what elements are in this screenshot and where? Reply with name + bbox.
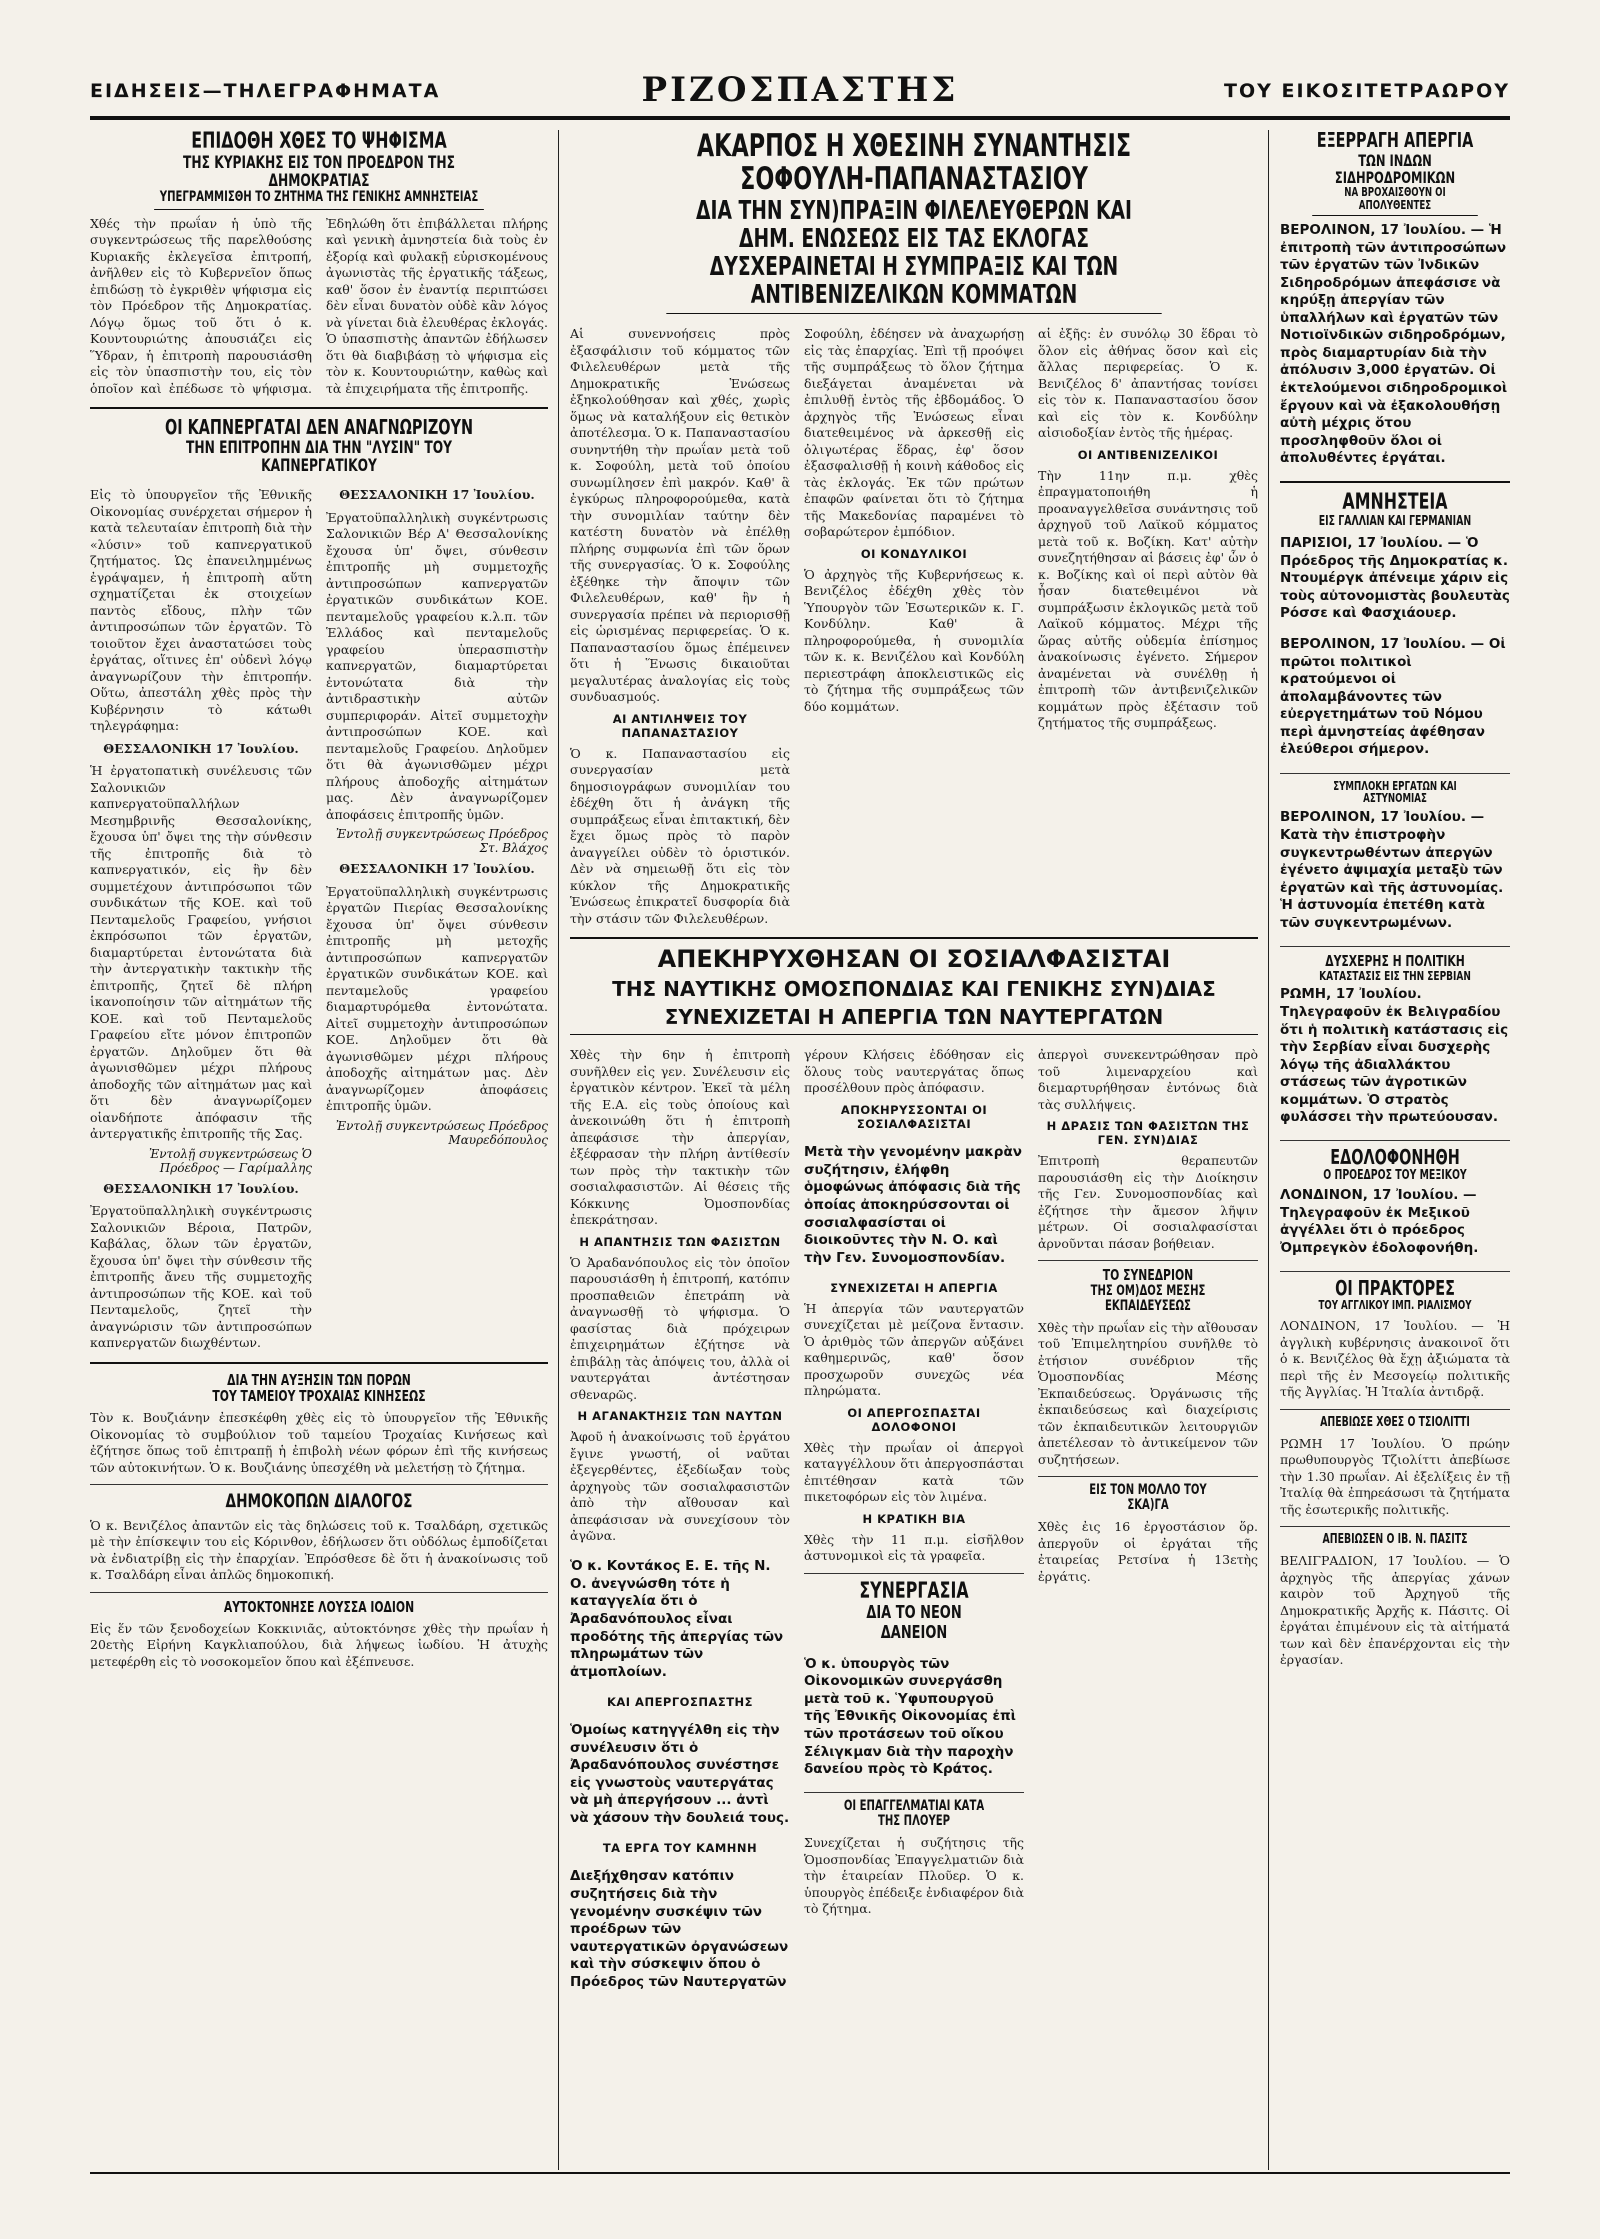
dateline: ΘΕΣΣΑΛΟΝΙΚΗ 17 Ἰουλίου. xyxy=(103,740,299,756)
dateline: ΘΕΣΣΑΛΟΝΙΚΗ 17 Ἰουλίου. xyxy=(103,1180,299,1196)
subheadline: ΤΩΝ ΙΝΔΩΝ ΣΙΔΗΡΟΔΡΟΜΙΚΩΝ xyxy=(1334,150,1456,187)
bold-paragraph: ΛΟΝΔΙΝΟΝ, 17 Ἰουλίου. — Τηλεγραφοῦν ἐκ Μεξικοῦ ἀγγέλλει ὅτι ὁ πρόεδρος Ὀμπρεγκὸν ἐδολοφονήθη. xyxy=(1280,1186,1479,1256)
subheadline: ΚΑΤΑΣΤΑΣΙΣ ΕΙΣ ΤΗΝ ΣΕΡΒΙΑΝ xyxy=(1319,967,1471,983)
divider xyxy=(1280,1409,1510,1410)
divider xyxy=(1280,946,1510,947)
bold-paragraph: ΠΑΡΙΣΙΟΙ, 17 Ἰουλίου. — Ὁ Πρόεδρος τῆς Δημοκρατίας κ. Ντουμέργκ ἀπένειμε χάριν εἰς τοὺς αὐτονομιστὰς βουλευτὰς Ρόσσε καὶ Φασχιάουερ. xyxy=(1280,534,1510,622)
article-body: αἱ ἐξῆς: ἐν συνόλῳ 30 ἕδραι τὸ ὅλον εἰς ἀθήνας ὅσον καὶ εἰς ἄλλας περιφερείας. Ὁ κ. Βενιζέλος δ' ἀπαντήσας τονίσει εἰς τὸν κ. Παπαναστασίου ὅσον καὶ εἰς τὸν κ. Κονδύλην αἰσιοδοξίαν ἐντὸς τῆς ἡμέρας. xyxy=(1038,326,1258,441)
article-body: Χθὲς τὴν πρωΐαν οἱ ἀπεργοὶ καταγγέλλουν ὅτι ἀπεργοσπάσται ἐπιτέθησαν κατὰ τῶν πικετοφόρων εἰς τὸν λιμένα. xyxy=(804,1439,1024,1505)
subheadline: ΤΗΣ ΚΥΡΙΑΚΗΣ ΕΙΣ ΤΟΝ ΠΡΟΕΔΡΟΝ ΤΗΣ ΔΗΜΟΚΡΑΤΙΑΣ xyxy=(182,152,456,192)
subheadline: Ο ΠΡΟΕΔΡΟΣ ΤΟΥ ΜΕΞΙΚΟΥ xyxy=(1323,1167,1467,1183)
article-body: Ὁ Ἀραδανόπουλος εἰς τὸν ὁποῖον παρουσιάσθη ἡ ἐπιτροπή, κατόπιν προσπαθειῶν ἐπετράπη νὰ ἀναγνωσθῇ τὸ ψήφισμα. Ὁ φασίστας διὰ πρόχειρων ἐπιχειρημάτων ἐζήτησε νὰ ἐπιβάλῃ τὰς ἀπόψεις του, ἀλλὰ οἱ ναυτεργάται ἀντέστησαν σθεναρῶς. xyxy=(570,1254,790,1402)
article-body: Τὸν κ. Βουζιάνην ἐπεσκέφθη χθὲς εἰς τὸ ὑπουργεῖον τῆς Ἐθνικῆς Οἰκονομίας τὸ συμβούλιον τοῦ ταμείου Τροχαίας Κινήσεως καὶ ἐζήτησε ὅπως τοῦ ἐπιτραπῇ ἡ ἐπιβολὴ νέων φόρων ἐπὶ τῆς κινήσεως τῶν αὐτοκινήτων. Ὁ κ. Βουζιάνης ὑπεσχέθη νὰ μελετήσῃ τὸ ζήτημα. xyxy=(90,1410,548,1475)
article-body: Ὁ ἀρχηγὸς τῆς Κυβερνήσεως κ. Βενιζέλος ἐδέχθη χθὲς τὸν Ὑπουργὸν τῶν Ἐσωτερικῶν κ. Γ. Κονδύλην. Καθ' ἃ πληροφορούμεθα, ἡ συνομιλία τῶν κ. κ. Βενιζέλου καὶ Κονδύλη περιεστράφη ἀποκλειστικῶς εἰς τὸ ζήτημα τῆς συμπράξεως τῶν δύο κομμάτων. xyxy=(804,566,1024,714)
article-sosialfasistai xyxy=(570,947,1258,2005)
bold-paragraph: Μετὰ τὴν γενομένην μακρὰν συζήτησιν, ἐλήφθη ὁμοφώνως ἀπόφασις διὰ τῆς ὁποίας ἀποκηρύσσονται οἱ σοσιαλφασίσται οἱ διοικοῦντες τὴν Ν. Ο. καὶ τὴν Γεν. Συνομοσπονδίαν. xyxy=(804,1144,1022,1266)
headline: ΑΜΝΗΣΤΕΙΑ xyxy=(1342,490,1448,516)
article-body: Εἰς ἕν τῶν ξενοδοχείων Κοκκινιᾶς, αὐτοκτόνησε χθὲς τὴν πρωΐαν ἡ 20ετὴς Εἰρήνη Καγκλιαπούλου, διὰ λήψεως ἰωδίου. Ἡ ἀτυχὴς μετεφέρθη εἰς τὸ νοσοκομεῖον ὅπου καὶ ἐξέπνευσε. xyxy=(90,1620,548,1669)
divider xyxy=(1280,1526,1510,1527)
section-subhead: ΣΥΝΕΧΙΖΕΤΑΙ Η ΑΠΕΡΓΙΑ xyxy=(830,1280,998,1295)
column-divider xyxy=(1268,130,1269,2170)
section-subhead: ΚΑΙ ΑΠΕΡΓΟΣΠΑΣΤΗΣ xyxy=(606,1694,754,1709)
section-subhead: ΟΙ ΚΟΝΔΥΛΙΚΟΙ xyxy=(860,546,968,561)
article-body: Χθὲς τὴν πρωΐαν εἰς τὴν αἴθουσαν τοῦ Ἐπιμελητηρίου συνῆλθε τὸ ἐτήσιον συνέδριον τῆς Ὁμοσπονδίας Μέσης Ἐκπαιδεύσεως. Ὀργάνωσις τῆς ἐκπαιδεύσεως καὶ διαχείρισις τῶν ἐκπαιδευτικῶν λειτουργιῶν ἀπετέλεσαν τὸ ἀντικείμενον τῶν συζητήσεων. xyxy=(1038,1319,1258,1467)
column-left xyxy=(90,130,548,2170)
headline: ΑΥΤΟΚΤΟΝΗΣΕ ΛΟΥΣΣΑ ΙΟΔΙΟΝ xyxy=(223,1597,415,1616)
article-body: Χθὲς ἐις 16 ἐργοστάσιον ὅρ. ἀπεργοῦν οἱ ἐργάται τῆς ἐταιρείας Ρετσίνα ἡ 13ετὴς ἐργάτις. xyxy=(1038,1519,1258,1584)
section-subhead: ΑΙ ΑΝΤΙΛΗΨΕΙΣ ΤΟΥ ΠΑΠΑΝΑΣΤΑΣΙΟΥ xyxy=(612,711,748,740)
article-dialogos xyxy=(90,1491,548,1584)
section-subhead: ΟΙ ΑΝΤΙΒΕΝΙΖΕΛΙΚΟΙ xyxy=(1077,447,1219,462)
article-body: Συνεχίζεται ἡ συζήτησις τῆς Ὁμοσπονδίας Ἐπαγγελματιῶν διὰ τὴν ἑταιρείαν Πλοῦερ. Ὁ κ. ὑπουργὸς ἐπέδειξε ἐνδιαφέρον διὰ τὸ ζήτημα. xyxy=(804,1835,1024,1917)
article-body: γέρουν Κλήσεις ἐδόθησαν εἰς ὅλους τοὺς ναυτεργάτας ὅπως προσέλθουν πρὸς ἀπόφασιν. xyxy=(804,1047,1024,1096)
section-subhead: Η ΑΠΑΝΤΗΣΙΣ ΤΩΝ ΦΑΣΙΣΤΩΝ xyxy=(579,1234,781,1249)
article-indoi-apergia xyxy=(1280,130,1510,468)
article-mexiko xyxy=(1280,1147,1510,1257)
divider xyxy=(1280,481,1510,483)
signature: Ἐντολῇ συγκεντρώσεως Πρόεδρος Μαυρεδόπουλος xyxy=(335,1118,548,1147)
headline: ΔΥΣΧΕΡΗΣ Η ΠΟΛΙΤΙΚΗ xyxy=(1325,951,1465,970)
section-subhead: ΑΠΟΚΗΡΥΣΣΟΝΤΑΙ ΟΙ ΣΟΣΙΑΛΦΑΣΙΣΤΑΙ xyxy=(840,1102,988,1131)
article-amnisteia xyxy=(1280,491,1510,759)
divider xyxy=(90,1362,548,1364)
article-body: ἀπεργοὶ συνεκεντρώθησαν πρὸ τοῦ λιμεναρχείου καὶ διεμαρτυρήθησαν ἐντόνως διὰ τὰς συλλήψεις. xyxy=(1038,1047,1258,1112)
bold-paragraph: ΒΕΡΟΛΙΝΟΝ, 17 Ἰουλίου. — Οἱ πρῶτοι πολιτικοὶ κρατούμενοι οἱ ἀπολαμβάνοντες τῶν εὐεργετημάτων τοῦ Νόμου περὶ ἀμνηστείας ἀφέθησαν ἐλεύθεροι σήμερον. xyxy=(1280,636,1506,758)
masthead xyxy=(90,70,1510,114)
bold-paragraph: Ὁμοίως κατηγγέλθη εἰς τὴν συνέλευσιν ὅτι ὁ Ἀραδανόπουλος συνέστησε εἰς γνωστοὺς ναυτεργάτας νὰ μὴ ἀπεργήσουν ... ἀντὶ νὰ χάσουν τὴν δουλειά τους. xyxy=(570,1722,790,1826)
article-body: Ἀφοῦ ἡ ἀνακοίνωσις τοῦ ἐργάτου ἔγινε γνωστή, οἱ ναῦται ἐξεγερθέντες, ἐξεδίωξαν τοὺς ἀρχηγοὺς τῶν σοσιαλφασιστῶν ἀπὸ τὴν αἴθουσαν καὶ ἀπεφάσισαν νὰ συνεχίσουν τὸν ἀγῶνα. xyxy=(570,1429,790,1544)
section-subhead: ΟΙ ΑΠΕΡΓΟΣΠΑΣΤΑΙ ΔΟΛΟΦΟΝΟΙ xyxy=(847,1405,981,1434)
article-symploki xyxy=(1280,780,1510,933)
article-kapnergatai xyxy=(90,417,548,1352)
headline: ΑΠΕΒΙΩΣΕΝ Ο ΙΒ. Ν. ΠΑΣΙΤΣ xyxy=(1322,1532,1468,1548)
headline: ΟΙ ΠΡΑΚΤΟΡΕΣ xyxy=(1335,1275,1455,1300)
article-body: Χθές τὴν πρωΐαν ἡ ὑπὸ τῆς συγκεντρώσεως τῆς παρελθούσης Κυριακῆς ἐκλεγεῖσα ἐπιτροπή, ἀνῆλθεν εἰς τὸ Κυβερνεῖον ὅπως ἐπιδώσῃ τὸ ἐγκριθὲν ψήφισμα εἰς τὸν Πρόεδρον τῆς Δημοκρατίας. Λόγῳ ὅμως τοῦ ὅτι ὁ κ. Κουντουριώτης ἀπουσιάζει εἰς Ὕδραν, ἡ ἐπιτροπὴ παρουσιάσθη εἰς τὸν ὑπασπιστὴν του, εἰς τὸν ὁποῖον καὶ ἐπέδωσε τὸ ψήφισμα. Ἐδηλώθη ὅτι ἐπιβάλλεται πλήρης καὶ γενικὴ ἀμνηστεία διὰ τοὺς ἐν ἐξορίᾳ καὶ φυλακῇ εὑρισκομένους ἀγωνιστὰς τῆς ἐργατικῆς τάξεως, καθ' ὅσον ἐν ἐναντίᾳ περιπτώσει δὲν εἶναι δυνατὸν οὐδὲ κἂν λόγος νὰ γίνεται διὰ ἐλευθέρας ἐκλογάς. Ὁ ὑπασπιστὴς ἀπαντῶν ἐδήλωσεν ὅτι θὰ διαβιβάσῃ τὸ ψήφισμα εἰς τὸν κ. Κουντουριώτην, καθὼς καὶ τὰ ἐπιχειρήματα τῆς ἐπιτροπῆς. xyxy=(90,215,548,396)
subheadline: ΥΠΕΓΡΑΜΜΙΣΘΗ ΤΟ ΖΗΤΗΜΑ ΤΗΣ ΓΕΝΙΚΗΣ ΑΜΝΗΣΤΕΙΑΣ xyxy=(154,190,484,209)
article-body: Χθὲς τὴν 6ην ἡ ἐπιτροπὴ συνῆλθεν εἰς γεν. Συνέλευσιν εἰς ἐργατικὸν κέντρον. Ἐκεῖ τὰ μέλη τῆς Ε.Α. εἰς τοὺς ὁποίους καὶ ἀνεκοινώθη ὅτι ἡ ἐπιτροπὴ ἀπεφάσισε τὴν ἀπεργίαν, ἐξέφρασαν τὴν πλήρη ἀντίθεσίν των πρὸς τὴν τακτικὴν τῶν σοσιαλφασιστῶν. Αἱ θέσεις τῆς Κόκκινης Ὀμοσπονδίας ἐπεκράτησαν. xyxy=(570,1047,790,1228)
subheadline: ΤΟΥ ΑΓΓΛΙΚΟΥ ΙΜΠ. ΡΙΑΛΙΣΜΟΥ xyxy=(1318,1298,1472,1313)
article-tameio xyxy=(90,1372,548,1476)
headline: ΕΔΟΛΟΦΟΝΗΘΗ xyxy=(1330,1145,1460,1170)
divider xyxy=(1280,1140,1510,1141)
subheadline: ΤΗΣ ΟΜ)ΔΟΣ ΜΕΣΗΣ ΕΚΠΑΙΔΕΥΣΕΩΣ xyxy=(1090,1282,1206,1314)
article-body: Χθὲς τὴν 11 π.μ. εἰσῆλθον ἀστυνομικοὶ εἰς τὰ γραφεῖα. xyxy=(804,1531,1024,1564)
headline: ΑΚΑΡΠΟΣ Η ΧΘΕΣΙΝΗ ΣΥΝΑΝΤΗΣΙΣ ΣΟΦΟΥΛΗ-ΠΑΠΑΝΑΣΤΑΣΙΟΥ xyxy=(696,130,1132,198)
headline: ΣΥΜΠΛΟΚΗ ΕΡΓΑΤΩΝ ΚΑΙ ΑΣΤΥΝΟΜΙΑΣ xyxy=(1333,778,1457,806)
article-body: Ἐργατοϋπαλληλικὴ συγκέντρωσις ἐργατῶν Πιερίας Θεσσαλονίκης ἔχουσα ὑπ' ὄψει σύνθεσιν ἐπιτροπῆς μὴ μετοχῆς ἀντιπροσώπων καπνεργατῶν ἐργατικῶν συνδικάτων ΚΟΕ. καὶ πενταμελοῦς γραφείου διαμαρτυρόμεθα ἐντονώτατα. Αἰτεῖ συμμετοχὴν ἀντιπροσώπων ΚΟΕ. Δηλοῦμεν ὅτι θὰ ἀγωνισθῶμεν μέχρι πλήρους ἀποδοχῆς αἰτημάτων μας. Δὲν ἀναγνωρίζομεν ἀποφάσεις ἐπιτροπῆς ὑμῶν. xyxy=(326,883,548,1114)
article-synantisis xyxy=(570,130,1258,927)
signature: Ἐντολῇ συγκεντρώσεως Πρόεδρος Στ. Βλάχος xyxy=(335,827,548,856)
divider xyxy=(804,1792,1024,1793)
article-body: Τὴν 11ην π.μ. χθὲς ἐπραγματοποιήθη ἡ προαναγγελθεῖσα συνάντησις τοῦ ἀρχηγοῦ τοῦ Λαϊκοῦ κόμματος μετὰ τοῦ κ. Βοζίκη. Κατ' αὐτὴν συνεζητήθησαν αἱ βάσεις ἐφ' ὧν ὁ κ. Βοζίκης καὶ οἱ περὶ αὐτὸν θὰ ἦσαν διατεθειμένοι νὰ συμπράξωσιν ἐκλογικῶς μετὰ τοῦ Λαϊκοῦ κόμματος. Μέχρι τῆς ὥρας αὐτῆς οὐδεμία ἐπίσημος ἀνακοίνωσις ἐγένετο. Σήμερον ἀναμένεται νὰ συνέλθῃ ἡ ἐπιτροπὴ τῶν ἀντιβενιζελικῶν κομμάτων πρὸς ἐξέτασιν τοῦ ζητήματος τῆς συμπράξεως. xyxy=(1038,467,1258,731)
headline: ΕΞΕΡΡΑΓΗ ΑΠΕΡΓΙΑ xyxy=(1316,130,1474,152)
bold-paragraph: Ὁ κ. ὑπουργὸς τῶν Οἰκονομικῶν συνεργάσθη μετὰ τοῦ κ. Ὑφυπουργοῦ τῆς Ἐθνικῆς Οἰκονομίας ἐπὶ τῶν προτάσεων τοῦ οἴκου Σέλιγκμαν διὰ τὴν παροχὴν δανείου πρὸς τὸ Κράτος. xyxy=(804,1655,1016,1778)
signature: Ἐντολῇ συγκεντρώσεως Ὁ Πρόεδρος — Γαρίμαλλης xyxy=(148,1146,312,1175)
article-body: Ὁ κ. Παπαναστασίου εἰς συνεργασίαν μετὰ δημοσιογράφων συνομιλίαν του ἐδέχθη ὅτι ἡ ἀνάγκη τῆς συμπράξεως εἶναι ἐπιτακτική, δὲν ἔχει ὅμως πρὸς τὸ παρὸν ἀναγγείλει οὐδὲν τὸ ὁριστικόν. Δὲν νὰ σημειωθῇ ὅτι εἰς τὸν κύκλον τῆς Δημοκρατικῆς Ἑνώσεως ἐπικρατεῖ δυσφορία διὰ τὴν στάσιν τῶν Φιλελευθέρων. xyxy=(570,745,790,926)
article-body: Σοφούλη, ἐδέησεν νὰ ἀναχωρήσῃ εἰς τὰς ἐπαρχίας. Ἐπὶ τῇ προόψει τῆς συμπράξεως τὸ ὅλον ζήτημα διεξάγεται ἀναμένεται νὰ ἐπιλυθῇ ἐντὸς τῆς ἐβδομάδος. Ὁ ἀρχηγὸς τῆς Ἑνώσεως εἶναι διατεθειμένος νὰ ἀρκεσθῇ εἰς ὀλιγωτέρας ἕδρας, ἐφ' ὅσον ἐξασφαλισθῇ ἡ κοινὴ κάθοδος εἰς τὰς ἐκλογάς. Ἐκ τῶν πρώτων ἐπαφῶν φαίνεται ὅτι τὸ ζήτημα τῆς Μακεδονίας παραμένει τὸ σοβαρώτερον ἐμπόδιον. xyxy=(804,326,1024,540)
headline: ΑΠΕΒΙΩΣΕ ΧΘΕΣ Ο ΤΣΙΟΛΙΤΤΙ xyxy=(1320,1414,1470,1430)
subheadline: ΤΗΝ ΕΠΙΤΡΟΠΗΝ ΔΙΑ ΤΗΝ "ΛΥΣΙΝ" ΤΟΥ ΚΑΠΝΕΡΓΑΤΙΚΟΥ xyxy=(186,437,452,477)
bold-paragraph: ΒΕΡΟΛΙΝΟΝ, 17 Ἰουλίου. — Κατὰ τὴν ἐπιστροφὴν συγκεντρωθέντων ἀπεργῶν ἐγένετο ἀψιμαχία μεταξὺ τῶν ἐργατῶν καὶ τῆς ἀστυνομίας. Ἡ ἀστυνομία ἐπετέθη κατὰ τῶν συγκεντρωμένων. xyxy=(1280,809,1504,931)
newspaper-page xyxy=(90,0,1510,2239)
column-center xyxy=(570,130,1258,2170)
section-subhead: Η ΑΓΑΝΑΚΤΗΣΙΣ ΤΩΝ ΝΑΥΤΩΝ xyxy=(577,1409,783,1424)
subheadline: ΣΥΝΕΧΙΖΕΤΑΙ Η ΑΠΕΡΓΙΑ ΤΩΝ ΝΑΥΤΕΡΓΑΤΩΝ xyxy=(570,1007,1258,1036)
article-tsiolitti xyxy=(1280,1416,1510,1519)
article-body: Ἡ ἀπεργία τῶν ναυτεργατῶν συνεχίζεται μὲ μείζονα ἔντασιν. Ὁ ἀριθμὸς τῶν ἀπεργῶν αὐξάνει καθημερινῶς, καθ' ὅσον προσχωροῦν συνεχῶς νέα πληρώματα. xyxy=(804,1300,1024,1399)
divider xyxy=(90,1484,548,1485)
masthead-rule xyxy=(90,116,1510,120)
divider xyxy=(90,1592,548,1593)
article-body: Αἱ συνεννοήσεις πρὸς ἐξασφάλισιν τοῦ κόμματος τῶν Φιλελευθέρων μετὰ τῆς Δημοκρατικῆς Ἑνώσεως ἐξηκολούθησαν καὶ χθές, χωρὶς ὅμως νὰ καταλήξουν εἰς θετικὸν ἀποτέλεσμα. Ὁ κ. Παπαναστασίου συνηντήθη τὴν πρωΐαν μετὰ τοῦ κ. Σοφούλη, μετὰ τοῦ ὁποίου συνωμίλησεν ἐπὶ μακρόν. Καθ' ἃ ἐγκύρως πληροφορούμεθα, κατὰ τὴν συνομιλίαν ταύτην δὲν κατέστη δυνατὸν νὰ ἐπέλθῃ πλήρης συμφωνία ἐπὶ τῶν ὅρων τῆς συνεργασίας. Ὁ κ. Σοφούλης ἐξέθηκε τὴν ἄποψιν τῶν Φιλελευθέρων, καθ' ἣν ἡ συνεργασία πρέπει νὰ περιορισθῇ εἰς ὡρισμένας περιφερείας. Ὁ κ. Παπαναστασίου ὅμως ἐπέμεινεν ὅτι ἡ Ἕνωσις δικαιοῦται μεγαλυτέρας ἀναλογίας εἰς τοὺς συνδυασμούς. xyxy=(570,326,790,705)
subheadline: ΔΥΣΧΕΡΑΙΝΕΤΑΙ Η ΣΥΜΠΡΑΞΙΣ ΚΑΙ ΤΩΝ ΑΝΤΙΒΕΝΙΖΕΛΙΚΩΝ ΚΟΜΜΑΤΩΝ xyxy=(666,253,1161,314)
subheadline: ΔΙΑ ΤΟ ΝΕΟΝ ΔΑΝΕΙΟΝ xyxy=(866,1602,962,1643)
headline: ΣΥΝΕΡΓΑΣΙΑ xyxy=(859,1578,969,1604)
headline: ΕΠΙΔΟΘΗ ΧΘΕΣ ΤΟ ΨΗΦΙΣΜΑ xyxy=(191,130,447,154)
divider xyxy=(804,1573,1024,1574)
divider xyxy=(570,937,1258,939)
newspaper-title: ΡΙΖΟΣΠΑΣΤΗΣ xyxy=(641,70,959,110)
divider xyxy=(1280,773,1510,774)
dateline: ΘΕΣΣΑΛΟΝΙΚΗ 17 Ἰουλίου. xyxy=(339,861,535,877)
article-body: ΛΟΝΔΙΝΟΝ, 17 Ἰουλίου. — Ἡ ἀγγλικὴ κυβέρνησις ἀνακοινοῖ ὅτι ὁ κ. Βενιζέλος θὰ ἔχῃ ἀξιώματα τὰ περὶ τῆς ἐν Μεσογείῳ πολιτικῆς τῆς Ἀγγλίας. Ἡ Ἰταλία ἀντιδρᾷ. xyxy=(1280,1318,1510,1400)
column-divider xyxy=(558,130,559,2170)
headline: ΔΗΜΟΚΟΠΩΝ ΔΙΑΛΟΓΟΣ xyxy=(225,1490,413,1513)
article-body: ΡΩΜΗ 17 Ἰουλίου. Ὁ πρώην πρωθυπουργὸς Τζιολίττι ἀπεβίωσε τὴν 1.30 πρωΐαν. Αἱ ἐξελίξεις ἐν τῇ Ἰταλίᾳ θὰ ἐπηρεάσωσι τὰ ζητήματα τῆς ἐσωτερικῆς πολιτικῆς. xyxy=(1280,1435,1510,1517)
dateline: ΘΕΣΣΑΛΟΝΙΚΗ 17 Ἰουλίου. xyxy=(339,487,535,503)
divider xyxy=(90,407,548,409)
subheadline: ΤΗΣ ΝΑΥΤΙΚΗΣ ΟΜΟΣΠΟΝΔΙΑΣ ΚΑΙ ΓΕΝΙΚΗΣ ΣΥΝ)ΔΙΑΣ xyxy=(612,977,1216,1002)
divider xyxy=(1038,1260,1258,1261)
headline: ΟΙ ΕΠΑΓΓΕΛΜΑΤΙΑΙ ΚΑΤΑ ΤΗΣ ΠΛΟΥΕΡ xyxy=(843,1798,985,1830)
headline: ΤΟ ΣΥΝΕΔΡΙΟΝ xyxy=(1102,1266,1194,1285)
article-autoktonia xyxy=(90,1599,548,1671)
bold-paragraph: ΒΕΡΟΛΙΝΟΝ, 17 Ἰουλίου. — Ἡ ἐπιτροπὴ τῶν ἀντιπροσώπων τῶν ἐργατῶν τῶν Ἰνδικῶν Σιδηροδρόμων ἀπεφάσισε νὰ κηρύξῃ ἀπεργίαν τῶν ὑπαλλήλων καὶ ἐργατῶν τῶν Νοτιοϊνδικῶν σιδηροδρόμων, πρὸς διαμαρτυρίαν διὰ τὴν ἀπόλυσιν 3,000 ἐργατῶν. Οἱ ἐκτελούμενοι σιδηροδρομικοὶ ἔργουν καὶ νὰ ἐξακολουθήσῃ αὐτὴ μέχρις ὅτου προσληφθοῦν ὅλοι οἱ ἀπολυθέντες ἐργάται. xyxy=(1280,222,1508,467)
section-subhead: Η ΚΡΑΤΙΚΗ ΒΙΑ xyxy=(862,1511,966,1526)
section-subhead: Η ΔΡΑΣΙΣ ΤΩΝ ΦΑΣΙΣΤΩΝ ΤΗΣ ΓΕΝ. ΣΥΝ)ΔΙΑΣ xyxy=(1046,1119,1250,1148)
article-body: Ὁ κ. Βενιζέλος ἀπαντῶν εἰς τὰς δηλώσεις τοῦ κ. Τσαλδάρη, σχετικῶς μὲ τὴν ἐπίσκεψιν του εἰς Κόρινθον, ἐδήλωσεν ὅτι οὐδόλως ἐμποδίζεται νὰ ἐνδιατρίβῃ εἰς τὴν ἐπαρχίαν. Ἐπρόσθεσε δὲ ὅτι ἡ ἀνακοίνωσις τοῦ κ. Τσαλδάρη εἶναι ἀπλῶς δημοκοπική. xyxy=(90,1517,548,1583)
headline: ΕΙΣ ΤΟΝ ΜΟΛΛΟ ΤΟΥ ΣΚΑ)ΓΑ xyxy=(1089,1482,1207,1514)
headline: ΟΙ ΚΑΠΝΕΡΓΑΤΑΙ ΔΕΝ ΑΝΑΓΝΩΡΙΖΟΥΝ xyxy=(164,415,474,440)
bold-paragraph: Διεξήχθησαν κατόπιν συζητήσεις διὰ τὴν γενομένην συσκέψιν τῶν προέδρων τῶν ναυτεργατικῶν ὀργανώσεων καὶ τὴν σύσκεψιν ὅπου ὁ Πρόεδρος τῶν Ναυτεργατῶν xyxy=(570,1868,789,1990)
subheadline: ΝΑ ΒΡΟΧΑΙΣΘΟΥΝ ΟΙ ΑΠΟΛΥΘΕΝΤΕΣ xyxy=(1312,186,1478,216)
article-body: ΒΕΛΙΓΡΑΔΙΟΝ, 17 Ἰουλίου. — Ὁ ἀρχηγὸς τῆς ἀπεργίας χάνων καιρὸν τοῦ Ἀρχηγοῦ τῆς Δημοκρατικῆς Ἀρχῆς κ. Πάσιτς. Οἱ ἐργάται ἐπιμένουν εἰς τὰ αἰτήματά των καὶ δὲν ἐπανέρχονται εἰς τὴν ἐργασίαν. xyxy=(1280,1553,1510,1668)
article-praktores xyxy=(1280,1275,1510,1401)
bold-paragraph: Ὁ κ. Κοντάκος Ε. Ε. τῆς Ν. Ο. ἀνεγνώσθη τότε ἡ καταγγελία ὅτι ὁ Ἀραδανόπουλος εἶναι προδότης τῆς ἀπεργίας τῶν πληρωμάτων τῶν ἀτμοπλοίων. xyxy=(570,1558,784,1680)
section-subhead: ΤΑ ΕΡΓΑ ΤΟΥ ΚΑΜΗΝΗ xyxy=(602,1840,758,1855)
article-body: Ἐργατοϋπαλληλικὴ συγκέντρωσις Σαλονικιῶν Βέρ Α' Θεσσαλονίκης ἔχουσα ὑπ' ὄψει, σύνθεσιν ἐπιτροπῆς μὴ συμμετοχῆς ἀντιπροσώπων καπνεργατῶν ἐργατικῶν συνδικάτων ΚΟΕ. πενταμελοῦς γραφείου κ.λ.π. τῶν Ἑλλάδος καὶ πενταμελοῦς γραφείου ὑπερασπιστὴν καπνεργατῶν, διαμαρτύρεται ἐντονώτατα διὰ τὴν ἀντιδραστικὴν αὐτῶν συμπεριφοράν. Αἰτεῖ συμμετοχὴν ἀντιπροσώπων ΚΟΕ. καὶ πενταμελοῦς Γραφείου. Δηλοῦμεν ὅτι θὰ ἀγωνισθῶμεν μέχρι πλήρους ἀποδοχῆς αἰτημάτων μας. Δὲν ἀναγνωρίζομεν ἀποφάσεις ἐπιτροπῆς ὑμῶν. xyxy=(326,509,548,822)
footer-rule xyxy=(90,2172,1510,2174)
divider xyxy=(1038,1476,1258,1477)
subheadline: ΤΟΥ ΤΑΜΕΙΟΥ ΤΡΟΧΑΙΑΣ ΚΙΝΗΣΕΩΣ xyxy=(212,1387,426,1406)
article-body: Ἐργατοϋπαλληλικὴ συγκέντρωσις Σαλονικιῶν Βέροια, Πατρῶν, Καβάλας, ὅλων τῶν ἐργατῶν, ἔχουσα ὑπ' ὄψει τὴν σύνθεσιν τῆς ἐπιτροπῆς ἄνευ τῆς συμμετοχῆς ἀντιπροσώπων τῆς ΚΟΕ. καὶ τοῦ Πενταμελοῦς, ζητεῖ τὴν ἀναγνώρισιν τῶν ἀντιπροσώπων καπνεργατῶν διωχθέντων. xyxy=(90,1203,312,1351)
article-servia xyxy=(1280,953,1510,1127)
article-body: Ἡ ἐργατοπατικὴ συνέλευσις τῶν Σαλονικιῶν καπνεργατοϋπαλλήλων Μεσημβρινῆς Θεσσαλονίκης, ἔχουσα ὑπ' ὄψει της τὴν σύνθεσιν τῆς ἐπιτροπῆς διὰ τὸ καπνεργατικόν, εἰς ἣν δὲν συμμετέχουν ἀντιπρόσωποι τῶν συνδικάτων τῆς ΚΟΕ. καὶ τοῦ Πενταμελοῦς Γραφείου, γνήσιοι ἐκπρόσωποι τῶν ἐργατῶν, διαμαρτύρεται ἐντονώτατα διὰ τὴν ἀντεργατικὴν τακτικὴν τῆς ἐπιτροπῆς, ζητεῖ δὲ πλήρη ἱκανοποίησιν τῶν αἰτημάτων τῆς ΚΟΕ. καὶ τοῦ Πενταμελοῦς Γραφείου εἴτε μόνον ἐπιτροπῶν ἐργατῶν. Δηλοῦμεν ὅτι θὰ ἀγωνισθῶμεν μέχρι πλήρους ἀποδοχῆς τῶν αἰτημάτων μας καὶ ὅτι δὲν ἀναγνωρίζομεν οἱανδήποτε ἀπόφασιν τῆς ἀντεργατικῆς ἐπιτροπῆς τῆς Σας. xyxy=(90,763,312,1142)
section-subtitle: ΤΟΥ ΕΙΚΟΣΙΤΕΤΡΑΩΡΟΥ xyxy=(1224,80,1510,102)
bold-paragraph: ΡΩΜΗ, 17 Ἰουλίου. Τηλεγραφοῦν ἐκ Βελιγραδίου ὅτι ἡ πολιτικὴ κατάστασις εἰς τὴν Σερβίαν εἶναι δυσχερὴς λόγῳ τῆς ἀδιαλλάκτου στάσεως τῶν ἀγροτικῶν κομμάτων. Ὁ στρατὸς φυλάσσει τὴν πρωτεύουσαν. xyxy=(1280,986,1509,1126)
headline: ΑΠΕΚΗΡΥΧΘΗΣΑΝ ΟΙ ΣΟΣΙΑΛΦΑΣΙΣΤΑΙ xyxy=(657,945,1171,974)
article-body: Ἐπιτροπὴ θεραπευτῶν παρουσιάσθη εἰς τὴν Διοίκησιν τῆς Γεν. Συνομοσπονδίας καὶ ἐζήτησε τὴν ἄμεσον λῆψιν μέτρων. Οἱ σοσιαλφασίσται ἀρνοῦνται πάσαν βοήθειαν. xyxy=(1038,1153,1258,1251)
subheadline: ΕΙΣ ΓΑΛΛΙΑΝ ΚΑΙ ΓΕΡΜΑΝΙΑΝ xyxy=(1318,513,1472,529)
article-psifisma xyxy=(90,130,548,397)
article-body: Εἰς τὸ ὑπουργεῖον τῆς Ἐθνικῆς Οἰκονομίας συνέρχεται σήμερον ἡ κατὰ τελευταίαν ἐπιτροπὴ διὰ τὴν «λύσιν» τοῦ καπνεργατικοῦ ζητήματος. Ὡς ἐπανειλημμένως ἐγράψαμεν, ἡ ἐπιτροπὴ αὕτη σχηματίζεται ἐκ στοιχείων παντὸς εἴδους, πλὴν τῶν ἀντιπροσώπων τῶν ἐργατῶν. Τὸ τοιοῦτον ἔχει ἀναστατώσει τοὺς ἐργάτας, οἵτινες ἐπ' οὐδενὶ λόγῳ ἀναγνωρίζουν τὴν ἐπιτροπήν. Οὕτω, ἀπεστάλη χθὲς πρὸς τὴν Κυβέρνησιν τὸ κάτωθι τηλεγράφημα: xyxy=(90,487,312,734)
section-title: ΕΙΔΗΣΕΙΣ—ΤΗΛΕΓΡΑΦΗΜΑΤΑ xyxy=(90,80,441,102)
subheadline: ΔΙΑ ΤΗΝ ΣΥΝ)ΠΡΑΞΙΝ ΦΙΛΕΛΕΥΘΕΡΩΝ ΚΑΙ ΔΗΜ. ΕΝΩΣΕΩΣ ΕΙΣ ΤΑΣ ΕΚΛΟΓΑΣ xyxy=(696,195,1132,255)
column-right xyxy=(1280,130,1510,2170)
divider xyxy=(1280,1271,1510,1272)
article-pasits xyxy=(1280,1533,1510,1669)
headline: ΔΙΑ ΤΗΝ ΑΥΞΗΣΙΝ ΤΩΝ ΠΟΡΩΝ xyxy=(227,1370,411,1389)
